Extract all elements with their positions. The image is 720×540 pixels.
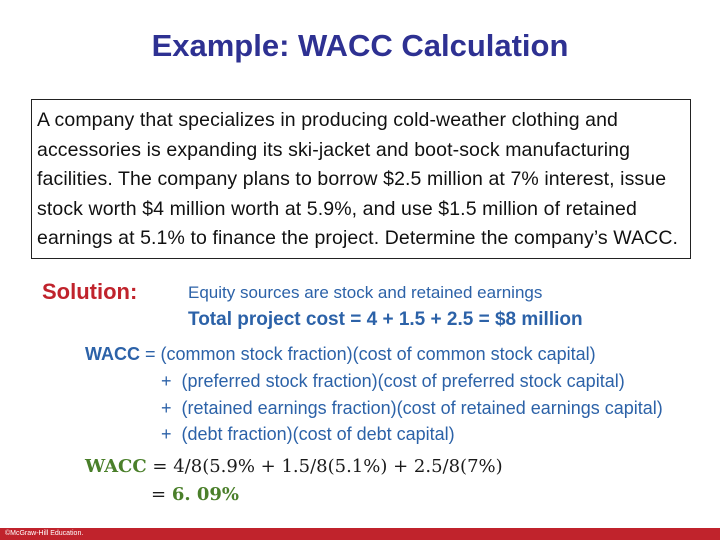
wacc-term-2: (preferred stock fraction)(cost of preferred stock capital) [181, 371, 625, 391]
slide-title: Example: WACC Calculation [151, 28, 569, 63]
total-project-cost: Total project cost = 4 + 1.5 + 2.5 = $8 million [188, 309, 583, 330]
footer-bar [0, 528, 720, 540]
wacc-definition-line-4 [161, 424, 455, 445]
equity-sources-text: Equity sources are stock and retained earnings [188, 283, 543, 302]
calculation-result: 6. 09% [171, 484, 240, 505]
problem-statement: A company that specializes in producing cold-weather clothing and accessories is expanding its ski-jacket and boot-sock manufacturing facilities. The company plans to borrow $2.5 million at 7% interest, issue stock worth $4 million worth at 5.9%, and use $1.5 million of retained earnings at 5.1% to finance the project. Determine the company’s WACC. [37, 109, 679, 249]
wacc-op-2: + [161, 371, 172, 391]
wacc-op-3: + [161, 398, 172, 418]
wacc-term-3: (retained earnings fraction)(cost of retained earnings capital) [181, 398, 663, 418]
wacc-definition-line-3 [161, 398, 663, 419]
calculation-line-1 [85, 456, 503, 477]
copyright-text: ©McGraw-Hill Education. [5, 530, 84, 537]
calculation-expression: = 4/8(5.9% + 1.5/8(5.1%) + 2.5/8(7%) [152, 456, 503, 477]
calculation-equals: = [151, 484, 167, 505]
wacc-term-1: (common stock fraction)(cost of common stock capital) [160, 344, 596, 364]
wacc-definition-line-2 [161, 371, 625, 392]
wacc-label: WACC [85, 344, 140, 364]
solution-label: Solution: [42, 279, 138, 304]
calculation-label: WACC [85, 456, 147, 477]
wacc-definition-line-1 [85, 344, 596, 365]
wacc-op-4: + [161, 424, 172, 444]
calculation-line-2 [151, 484, 239, 505]
problem-statement-box [31, 99, 691, 259]
wacc-equals: = [145, 344, 156, 364]
wacc-term-4: (debt fraction)(cost of debt capital) [181, 424, 455, 444]
